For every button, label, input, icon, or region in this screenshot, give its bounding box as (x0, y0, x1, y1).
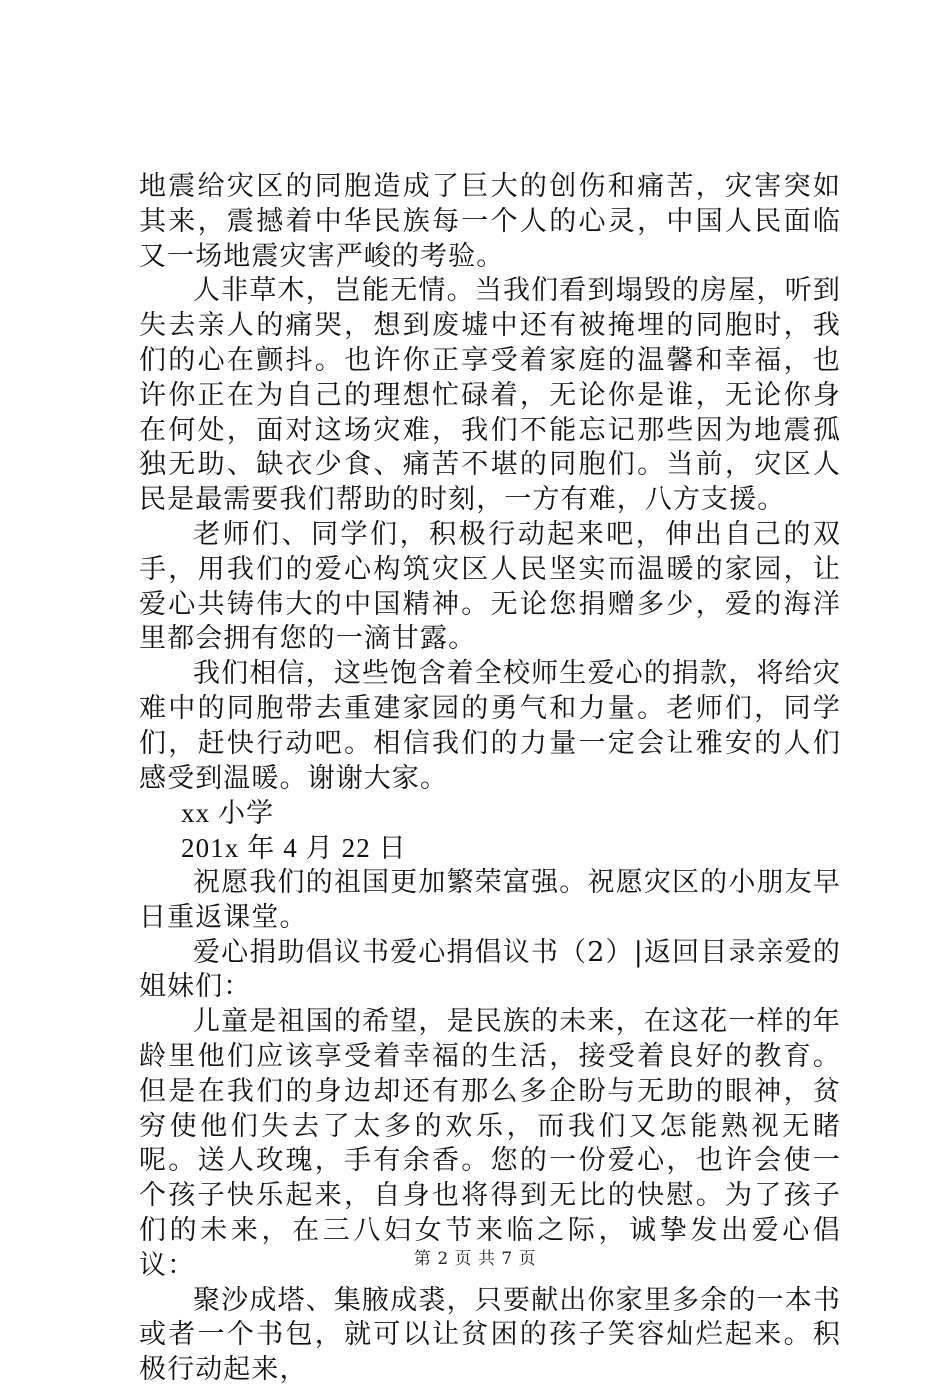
paragraph-1: 地震给灾区的同胞造成了巨大的创伤和痛苦，灾害突如其来，震撼着中华民族每一个人的心灵，中国人民面临又一场地震灾害严峻的考验。 (139, 171, 841, 272)
paragraph-3: 老师们、同学们，积极行动起来吧，伸出自己的双手，用我们的爱心构筑灾区人民坚实而温暖的家园，让爱心共铸伟大的中国精神。无论您捐赠多少，爱的海洋里都会拥有您的一滴甘露。 (139, 518, 841, 655)
signature-date: 201x 年 4 月 22 日 (181, 833, 407, 864)
page-number-label: 第 2 页 共 7 页 (413, 1249, 537, 1269)
paragraph-7: 儿童是祖国的希望，是民族的未来，在这花一样的年龄里他们应该享受着幸福的生活，接受着良好的教育。但是在我们的身边却还有那么多企盼与无助的眼神，贫穷使他们失去了太多的欢乐，而我们又怎能熟视无睹呢。送人玫瑰，手有余香。您的一份爱心，也许会使一个孩子快乐起来，自身也将得到无比的快慰。为了孩子们的未来，在三八妇女节来临之际，诚挚发出爱心倡议： (139, 1006, 841, 1281)
signature-org: xx 小学 (181, 798, 275, 829)
document-body (139, 170, 841, 1388)
paragraph-5: 祝愿我们的祖国更加繁荣富强。祝愿灾区的小朋友早日重返课堂。 (139, 866, 841, 933)
paragraph-2: 人非草木，岂能无情。当我们看到塌毁的房屋，听到失去亲人的痛哭，想到废墟中还有被掩埋的同胞时，我们的心在颤抖。也许你正享受着家庭的温馨和幸福，也许你正在为自己的理想忙碌着，无论你是谁，无论你身在何处，面对这场灾难，我们不能忘记那些因为地震孤独无助、缺衣少食、痛苦不堪的同胞们。当前，灾区人民是最需要我们帮助的时刻，一方有难，八方支援。 (139, 275, 841, 516)
paragraph-6: 爱心捐助倡议书爱心捐倡议书（2）|返回目录亲爱的姐妹们： (139, 936, 841, 1003)
page-footer (0, 1244, 950, 1269)
paragraph-4: 我们相信，这些饱含着全校师生爱心的捐款，将给灾难中的同胞带去重建家园的勇气和力量。老师们，同学们，赶快行动吧。相信我们的力量一定会让雅安的人们感受到温暖。谢谢大家。 (139, 658, 841, 794)
paragraph-8: 聚沙成塔、集腋成裘，只要献出你家里多余的一本书或者一个书包，就可以让贫困的孩子笑容灿烂起来。积极行动起来， (139, 1284, 841, 1386)
